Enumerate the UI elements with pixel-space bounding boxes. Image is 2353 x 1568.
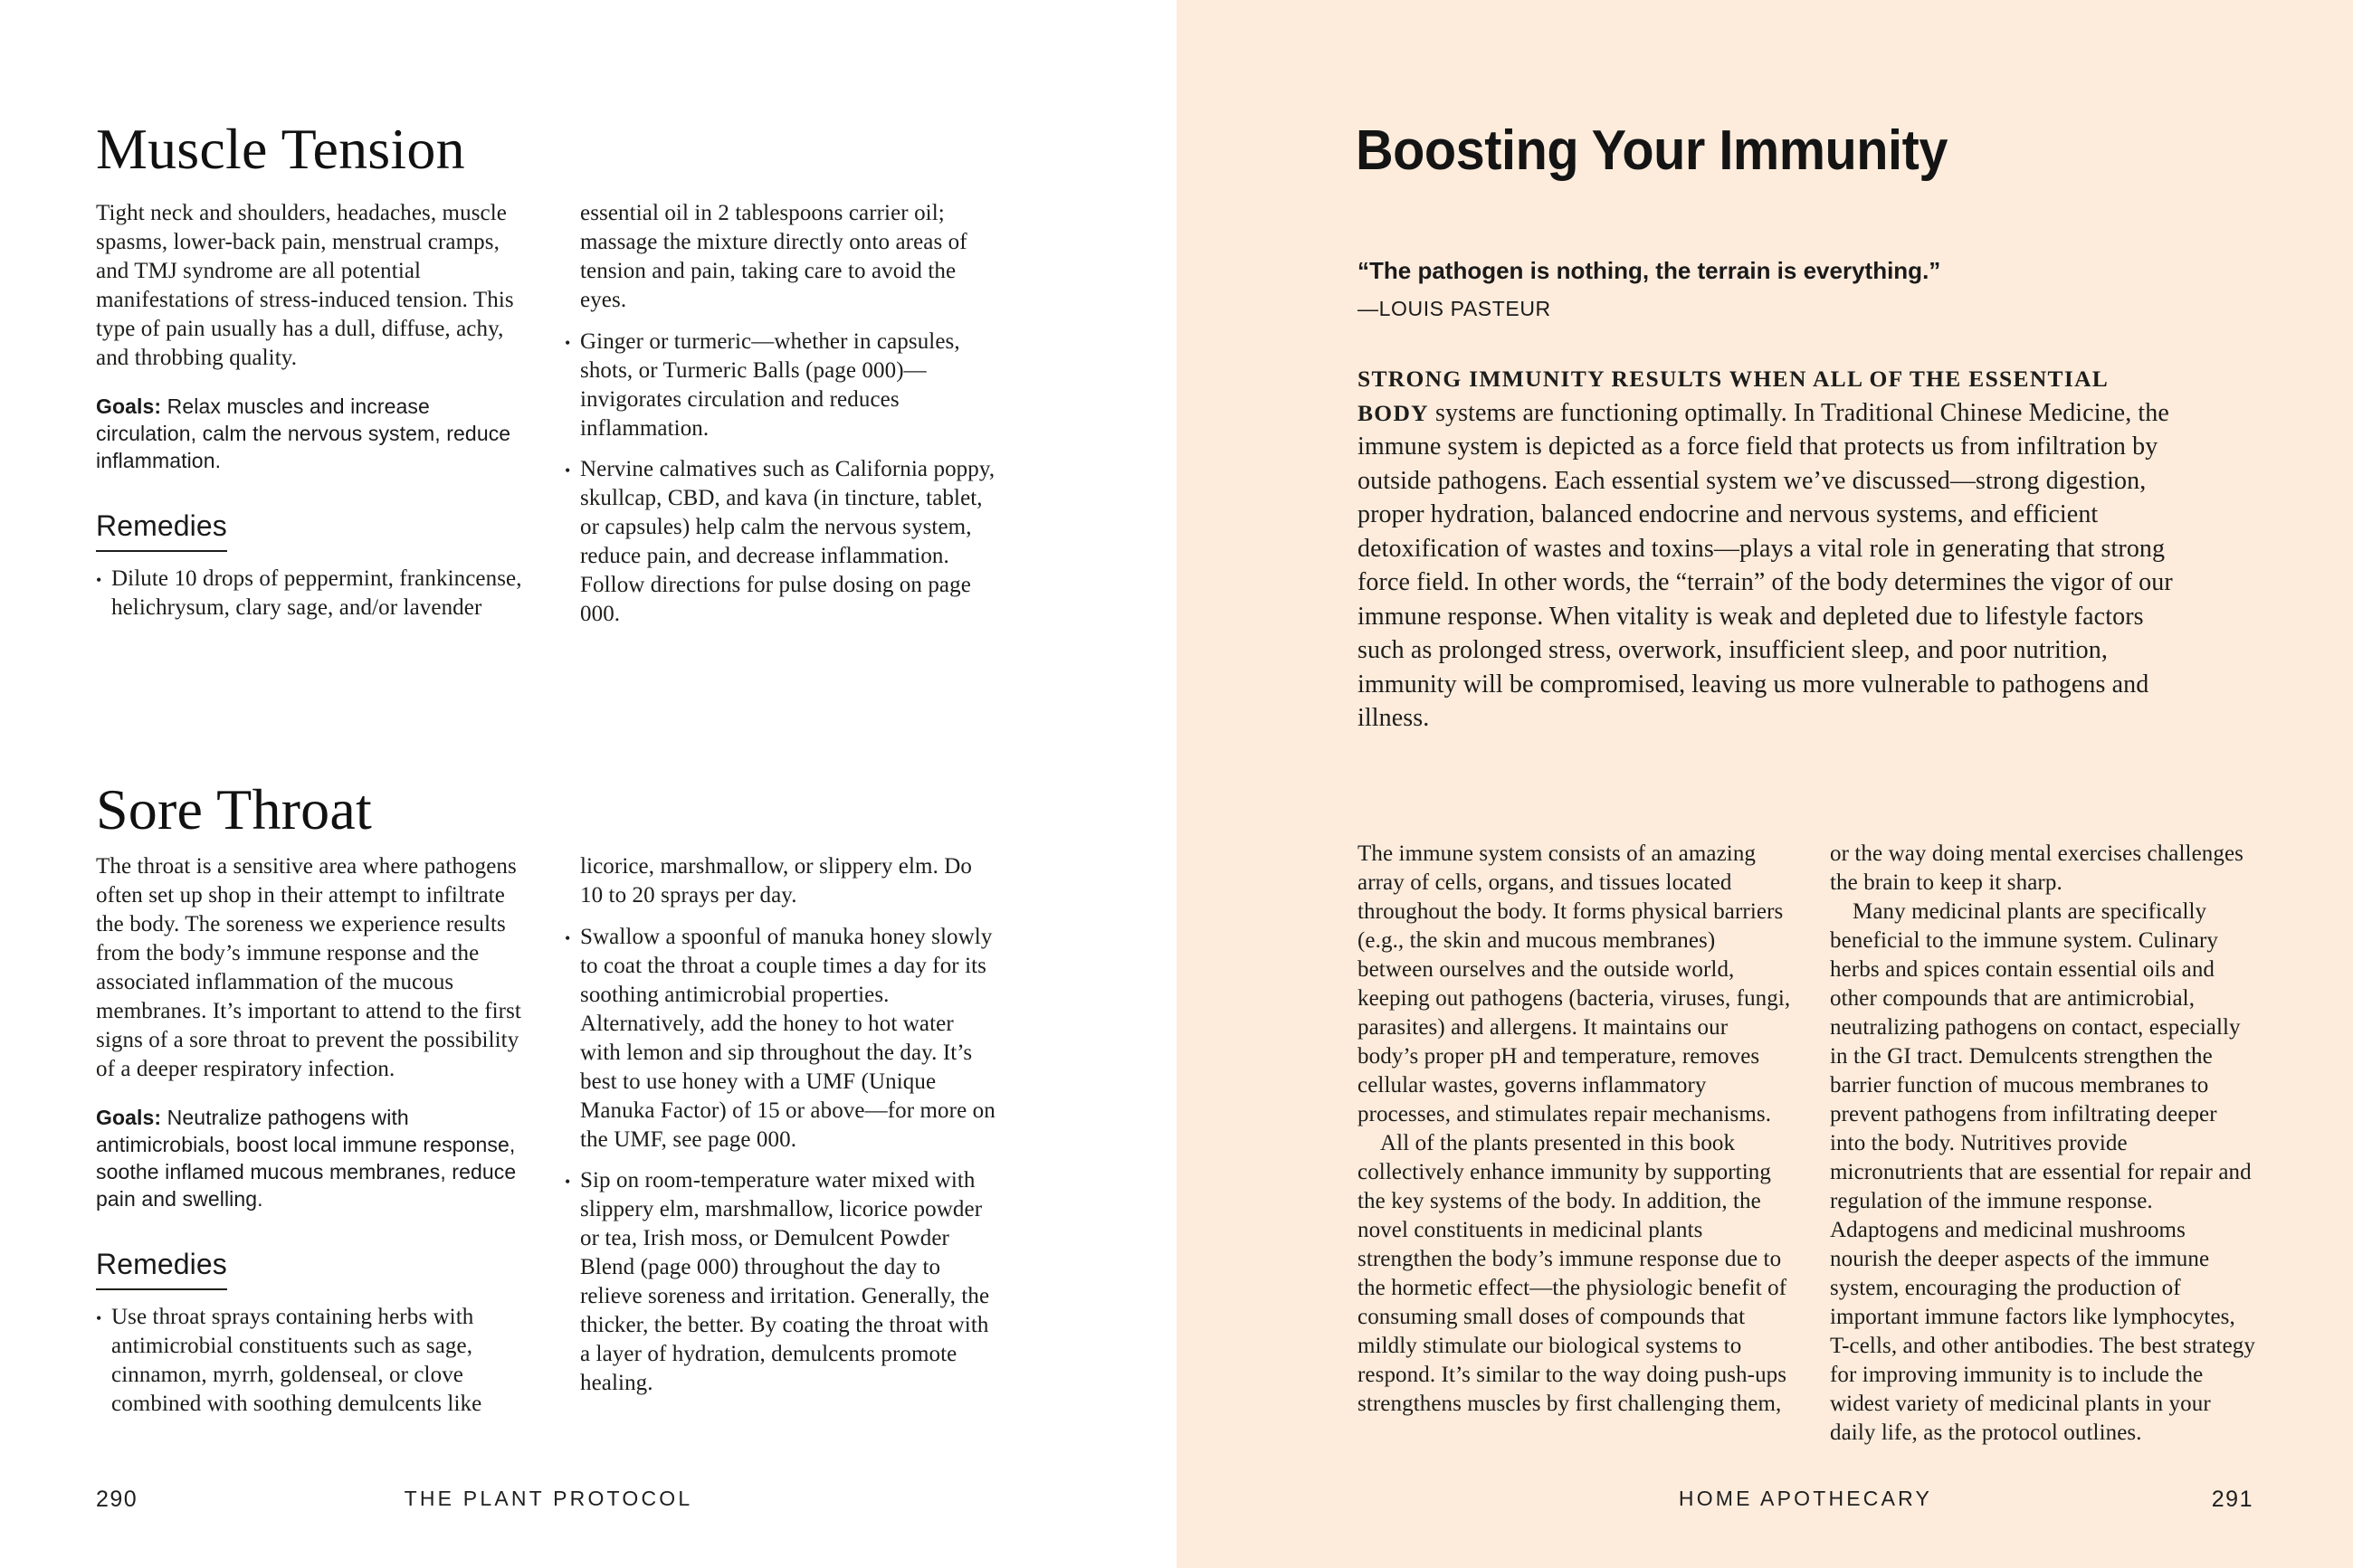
muscle-tension-intro: Tight neck and shoulders, headaches, muscle spasms, lower-back pain, menstrual cramps, and TMJ syndrome are all potential manifestations of stress-induced tension. This type of pain usually has a dull, diffuse, achy, and throbbing quality. — [96, 201, 514, 370]
sore-throat-remedies-list-col1 — [96, 1303, 530, 1419]
immunity-col2-paragraph-2: Many medicinal plants are specifically beneficial to the immune system. Culinary herbs and spices contain essential oils and other compounds that are antimicrobial, neutralizing pathogens on contact, especially in the GI tract. Demulcents strengthen the barrier function of mucous membranes to prevent pathogens from infiltrating deeper into the body. Nutritives provide micronutrients that are essential for repair and regulation of the immune response. Adaptogens and medicinal mushrooms nourish the deeper aspects of the immune system, encouraging the production of important immune factors like lymphocytes, T-cells, and other antibodies. The best strategy for improving immunity is to include the widest variety of medicinal plants in your daily life, as the protocol outlines. — [1830, 899, 2255, 1445]
immunity-columns — [1358, 840, 2255, 1448]
remedy-bullet: • Use throat sprays containing herbs with antimicrobial constituents such as sage, cinnamon, myrrh, goldenseal, or clove combined with soothing demulcents like — [96, 1303, 530, 1419]
intro-lead-in: STRONG IMMUNITY RESULTS WHEN ALL OF THE ESSENTIAL BODY — [1358, 366, 2108, 426]
immunity-column-2 — [1830, 840, 2255, 1448]
immunity-column-1 — [1358, 840, 1792, 1448]
sore-throat-column-1 — [96, 852, 530, 1419]
muscle-tension-column-2 — [565, 199, 996, 629]
goals-label: Goals: — [96, 1106, 162, 1129]
right-footer-title: HOME APOTHECARY — [1678, 1487, 1933, 1510]
goals-text: Relax muscles and increase circulation, calm the nervous system, reduce inflammation. — [96, 394, 511, 472]
immunity-intro-paragraph — [1358, 362, 2186, 736]
left-footer-title: THE PLANT PROTOCOL — [404, 1487, 693, 1510]
remedy-bullet: • Sip on room-temperature water mixed with slippery elm, marshmallow, licorice powder or tea, Irish moss, or Demulcent Powder Blend (page 000) throughout the day to relieve soreness and irritation. Generally, the thicker, the better. By coating the throat with a layer of hydration, demulcents promote healing. — [565, 1166, 996, 1398]
epigraph-quote: “The pathogen is nothing, the terrain is everything.” — [1358, 257, 1941, 284]
sore-throat-goals — [96, 1104, 530, 1212]
muscle-tension-title: Muscle Tension — [96, 116, 465, 181]
right-page-footer — [1358, 1487, 2253, 1511]
goals-text: Neutralize pathogens with antimicrobials, boost local immune response, soothe inflamed mucous membranes, reduce pain and swelling. — [96, 1106, 517, 1211]
epigraph-attribution: —LOUIS PASTEUR — [1358, 296, 1551, 320]
right-page — [1176, 0, 2353, 1568]
muscle-tension-goals — [96, 393, 530, 474]
right-page-number: 291 — [2211, 1487, 2253, 1512]
left-page-footer — [96, 1487, 1001, 1511]
left-page-number: 290 — [96, 1487, 138, 1512]
remedy-bullet-continuation: licorice, marshmallow, or slippery elm. Do 10 to 20 sprays per day. — [580, 854, 973, 908]
epigraph — [1358, 256, 2217, 321]
immunity-col1-paragraph-1: The immune system consists of an amazing array of cells, organs, and tissues located throughout the body. It forms physical barriers (e.g., the skin and mucous membranes) between ourselves and the outside world, keeping out pathogens (bacteria, viruses, fungi, parasites) and allergens. It maintains our body’s proper pH and temperature, removes cellular wastes, governs inflammatory processes, and stimulates repair mechanisms. — [1358, 841, 1791, 1126]
muscle-tension-remedies-list-col2 — [565, 328, 996, 629]
muscle-tension-remedies-heading: Remedies — [96, 510, 227, 552]
sore-throat-column-2 — [565, 852, 996, 1419]
muscle-tension-column-1 — [96, 199, 530, 629]
remedy-bullet: • Dilute 10 drops of peppermint, frankincense, helichrysum, clary sage, and/or lavender — [96, 565, 530, 622]
sore-throat-remedies-heading: Remedies — [96, 1249, 227, 1290]
boosting-immunity-title: Boosting Your Immunity — [1356, 119, 1948, 182]
immunity-col1-paragraph-2: All of the plants presented in this book collectively enhance immunity by supporting the key systems of the body. In addition, the novel constituents in medicinal plants strengthen the body’s immune response due to the hormetic effect—the physiologic benefit of consuming small doses of compounds that mildly stimulate our biological systems to respond. It’s similar to the way doing push-ups strengthens muscles by first challenging them, — [1358, 1131, 1787, 1416]
remedy-bullet-continuation: essential oil in 2 tablespoons carrier oil; massage the mixture directly onto areas of tension and pain, taking care to avoid the eyes. — [580, 201, 967, 312]
remedy-bullet: • Nervine calmatives such as California poppy, skullcap, CBD, and kava (in tincture, tablet, or capsules) help calm the nervous system, reduce pain, and decrease inflammation. Follow directions for pulse dosing on page 000. — [565, 455, 996, 629]
remedy-bullet: • Swallow a spoonful of manuka honey slowly to coat the throat a couple times a day for its soothing antimicrobial properties. Alternatively, add the honey to hot water with lemon and sip throughout the day. It’s best to use honey with a UMF (Unique Manuka Factor) of 15 or above—for more on the UMF, see page 000. — [565, 923, 996, 1155]
intro-body: systems are functioning optimally. In Traditional Chinese Medicine, the immune system is depicted as a force field that protects us from infiltration by outside pathogens. Each essential system we’ve discussed—strong digestion, proper hydration, balanced endocrine and nervous systems, and efficient detoxification of wastes and toxins—plays a vital role in generating that strong force field. In other words, the “terrain” of the body determines the vigor of our immune response. When vitality is weak and depleted due to lifestyle factors such as prolonged stress, overwork, insufficient sleep, and poor nutrition, immunity will be compromised, leaving us more vulnerable to pathogens and illness. — [1358, 398, 2173, 732]
sore-throat-columns — [96, 852, 996, 1419]
goals-label: Goals: — [96, 394, 162, 418]
left-page — [0, 0, 1176, 1568]
sore-throat-intro: The throat is a sensitive area where pathogens often set up shop in their attempt to infiltrate the body. The soreness we experience results from the body’s immune response and the associated inflammation of the mucous membranes. It’s important to attend to the first signs of a sore throat to prevent the possibility of a deeper respiratory infection. — [96, 854, 521, 1081]
remedy-bullet: • Ginger or turmeric—whether in capsules, shots, or Turmeric Balls (page 000)—invigorates circulation and reduces inflammation. — [565, 328, 996, 443]
sore-throat-remedies-list-col2 — [565, 923, 996, 1398]
muscle-tension-columns — [96, 199, 996, 629]
sore-throat-title: Sore Throat — [96, 776, 372, 841]
immunity-intro — [1358, 362, 2186, 736]
muscle-tension-remedies-list-col1 — [96, 565, 530, 622]
immunity-col2-paragraph-1: or the way doing mental exercises challenges the brain to keep it sharp. — [1830, 841, 2244, 895]
